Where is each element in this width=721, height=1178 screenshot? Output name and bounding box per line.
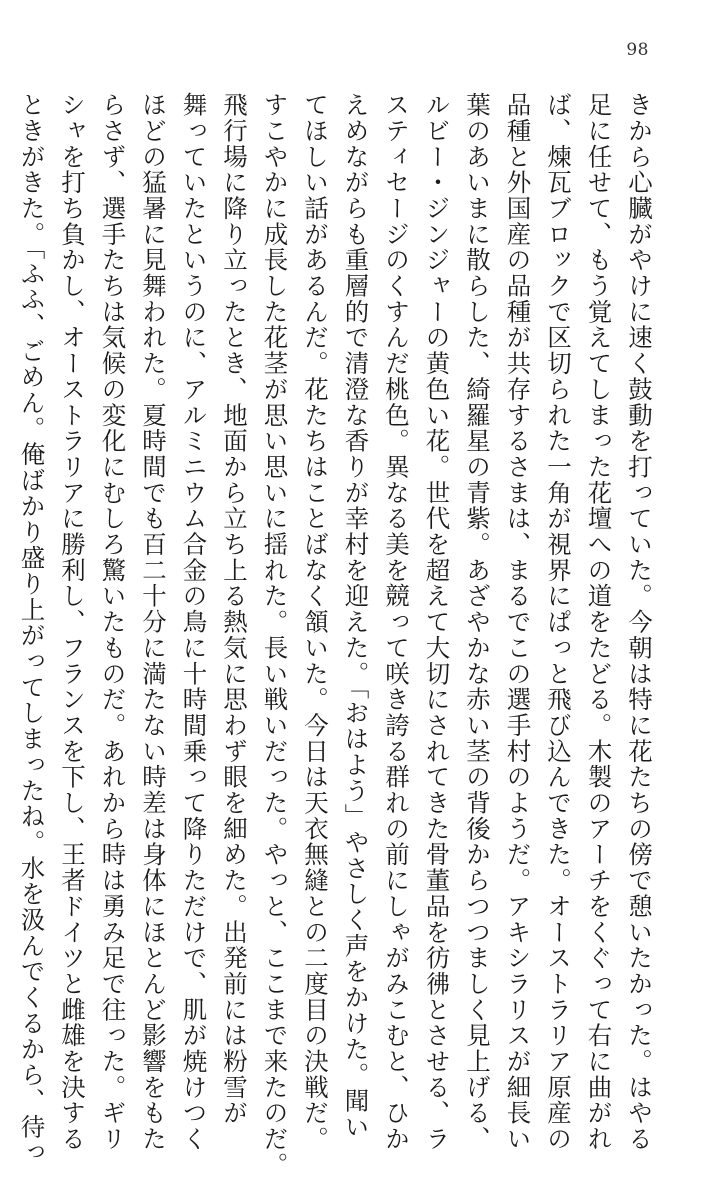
text-line-15: シャを打ち負かし、オーストラリアに勝利し、フランスを下し、王者ドイツと雌雄を決する (58, 92, 87, 1152)
text-line-2: 足に任せて、もう覚えてしまった花壇への道をたどる。木製のアーチをくぐって右に曲がれ (584, 92, 614, 1152)
vertical-body-text (17, 92, 659, 1178)
text-line-1: きから心臓がやけに速く鼓動を打っていた。今朝は特に花たちの傍で憩いたかった。はやる (625, 92, 654, 1152)
text-line-13: ほどの猛暑に見舞われた。夏時間でも百二十分に満たない時差は身体にほとんど影響をもた (139, 92, 168, 1152)
text-line-11: 飛行場に降り立ったとき、地面から立ち上る熱気に思わず眼を細めた。出発前には粉雪が (220, 92, 249, 1126)
text-line-16: ときがきた。「ふふ、ごめん。俺ばかり盛り上がってしまったね。水を汲んでくるから、待っ (17, 92, 47, 1166)
text-line-6: ルビー・ジンジャーの黄色い花。世代を超えて大切にされてきた骨董品を彷彿とさせる、ラ (422, 92, 452, 1152)
text-line-8: えめながらも重層的で清澄な香りが幸村を迎えた。「おはよう」やさしく声をかけた。聞い (341, 92, 371, 1140)
page-number: 98 (626, 40, 649, 60)
text-line-12: 舞っていたというのに、アルミニウム合金の鳥に十時間乗って降りただけで、肌が焼けつく (179, 92, 209, 1152)
text-line-9: てほしい話があるんだ。花たちはことばなく頷いた。今日は天衣無縫との二度目の決戦だ。 (301, 92, 330, 1152)
text-line-14: らさず、選手たちは気候の変化にむしろ驚いたものだ。あれから時は勇み足で往った。ギリ (98, 92, 128, 1152)
text-line-3: ば、煉瓦ブロックで区切られた一角が視界にぱっと飛び込んできた。オーストラリア原産の (544, 92, 573, 1152)
text-line-4: 品種と外国産の品種が共存するさまは、まるでこの選手村のようだ。アキシラリスが細長い (503, 92, 533, 1152)
text-line-10: すこやかに成長した花茎が思い思いに揺れた。長い戦いだった。やっと、ここまで来たのだ。 (260, 92, 290, 1178)
text-line-7: スティセージのくすんだ桃色。異なる美を競って咲き誇る群れの前にしゃがみこむと、ひか (382, 92, 411, 1152)
text-line-5: 葉のあいまに散らした、綺羅星の青紫。あざやかな赤い茎の背後からつつましく見上げる、 (463, 92, 492, 1152)
